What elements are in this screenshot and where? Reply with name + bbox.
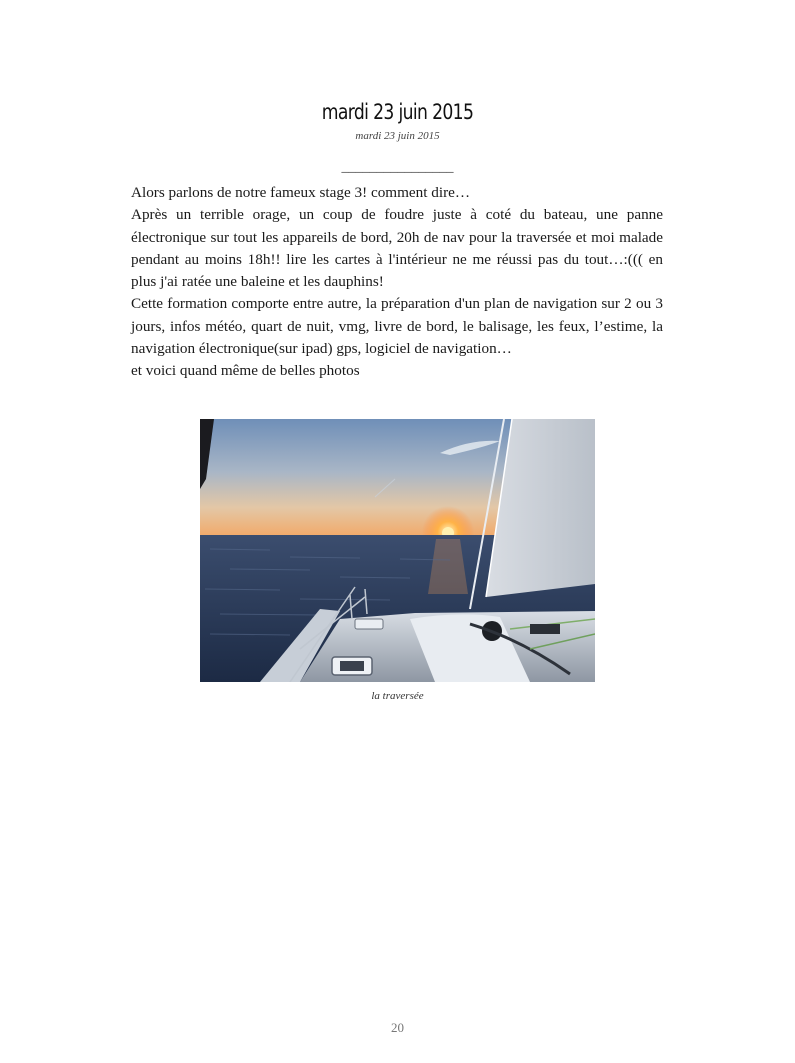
paragraph-training: Cette formation comporte entre autre, la préparation d'un plan de navigation sur 2 ou 3 jours, infos météo, quart de nuit, vmg, livre de bord, le balisage, les feux, l’estime, la navigation électronique(sur ipad) gps, logiciel de navigation… [131, 295, 663, 358]
post-date: mardi 23 juin 2015 [355, 130, 440, 142]
paragraph-intro: Alors parlons de notre fameux stage 3! comment dire… [131, 184, 471, 201]
page-number: 20 [391, 1020, 404, 1035]
paragraph-storm: Après un terrible orage, un coup de foudre juste à coté du bateau, une panne électronique sur tout les appareils de bord, 20h de nav pour la traversée et moi malade pendant au moins 18h!! lire les cartes à l'intérieur ne me réussi pas du tout…:((( en plus j'ai ratée une baleine et les dauphins! [131, 206, 663, 291]
separator-line: ________________ [341, 160, 454, 175]
post-body [131, 182, 663, 383]
sunset-sailing-photo [200, 419, 595, 682]
paragraph-photos-intro: et voici quand même de belles photos [131, 362, 360, 380]
photo-caption: la traversée [371, 690, 424, 702]
post-title: mardi 23 juin 2015 [321, 100, 474, 124]
